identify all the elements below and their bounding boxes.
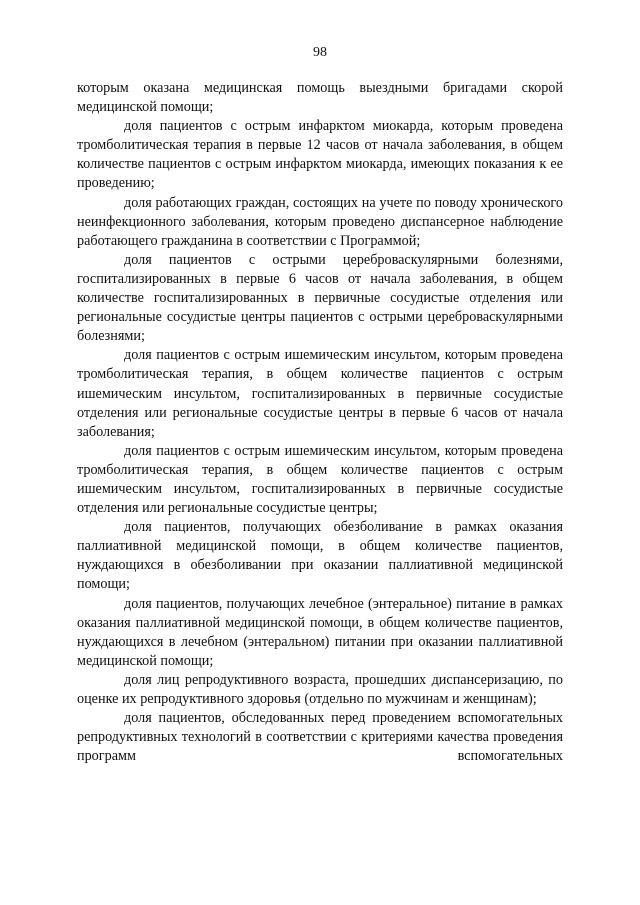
paragraph: доля пациентов с острым ишемическим инсультом, которым проведена тромболитическая терапия, в общем количестве пациентов с острым ишемическим инсультом, госпитализированных в первичные сосудистые отделения или региональные сосудистые центры в первые 6 часов от начала заболевания; [77, 347, 563, 440]
paragraph: доля пациентов, получающих лечебное (энтеральное) питание в рамках оказания паллиативной медицинской помощи, в общем количестве пациентов, нуждающихся в лечебном (энтеральном) питании при оказании паллиативной медицинской помощи; [77, 595, 563, 669]
paragraph: доля пациентов, обследованных перед проведением вспомогательных репродуктивных технологий в соответствии с критериями качества проведения программ вспомогательных [77, 710, 563, 765]
paragraph: доля пациентов с острым инфарктом миокарда, которым проведена тромболитическая терапия в первые 12 часов от начала заболевания, в общем количестве пациентов с острым инфарктом миокарда, имеющих показания к ее проведению; [77, 118, 563, 192]
paragraph: доля лиц репродуктивного возраста, прошедших диспансеризацию, по оценке их репродуктивного здоровья (отдельно по мужчинам и женщинам); [77, 671, 563, 707]
paragraph: доля пациентов с острым ишемическим инсультом, которым проведена тромболитическая терапия, в общем количестве пациентов с острым ишемическим инсультом, госпитализированных в первичные сосудистые отделения или региональные сосудистые центры; [77, 442, 563, 517]
paragraph: доля пациентов, получающих обезболивание в рамках оказания паллиативной медицинской помощи, в общем количестве пациентов, нуждающихся в обезболивании при оказании паллиативной медицинской помощи; [77, 519, 563, 593]
paragraph: доля пациентов с острыми цереброваскулярными болезнями, госпитализированных в первые 6 часов от начала заболевания, в общем количестве госпитализированных в первичные сосудистые отделения или региональные сосудистые центры пациентов с острыми цереброваскулярными болезнями; [77, 251, 563, 345]
document-body [77, 79, 563, 766]
page-number: 98 [313, 45, 327, 60]
paragraph-continuation: которым оказана медицинская помощь выездными бригадами скорой медицинской помощи; [77, 80, 563, 116]
paragraph: доля работающих граждан, состоящих на учете по поводу хронического неинфекционного заболевания, которым проведено диспансерное наблюдение работающего гражданина в соответствии с Программой; [77, 194, 563, 249]
